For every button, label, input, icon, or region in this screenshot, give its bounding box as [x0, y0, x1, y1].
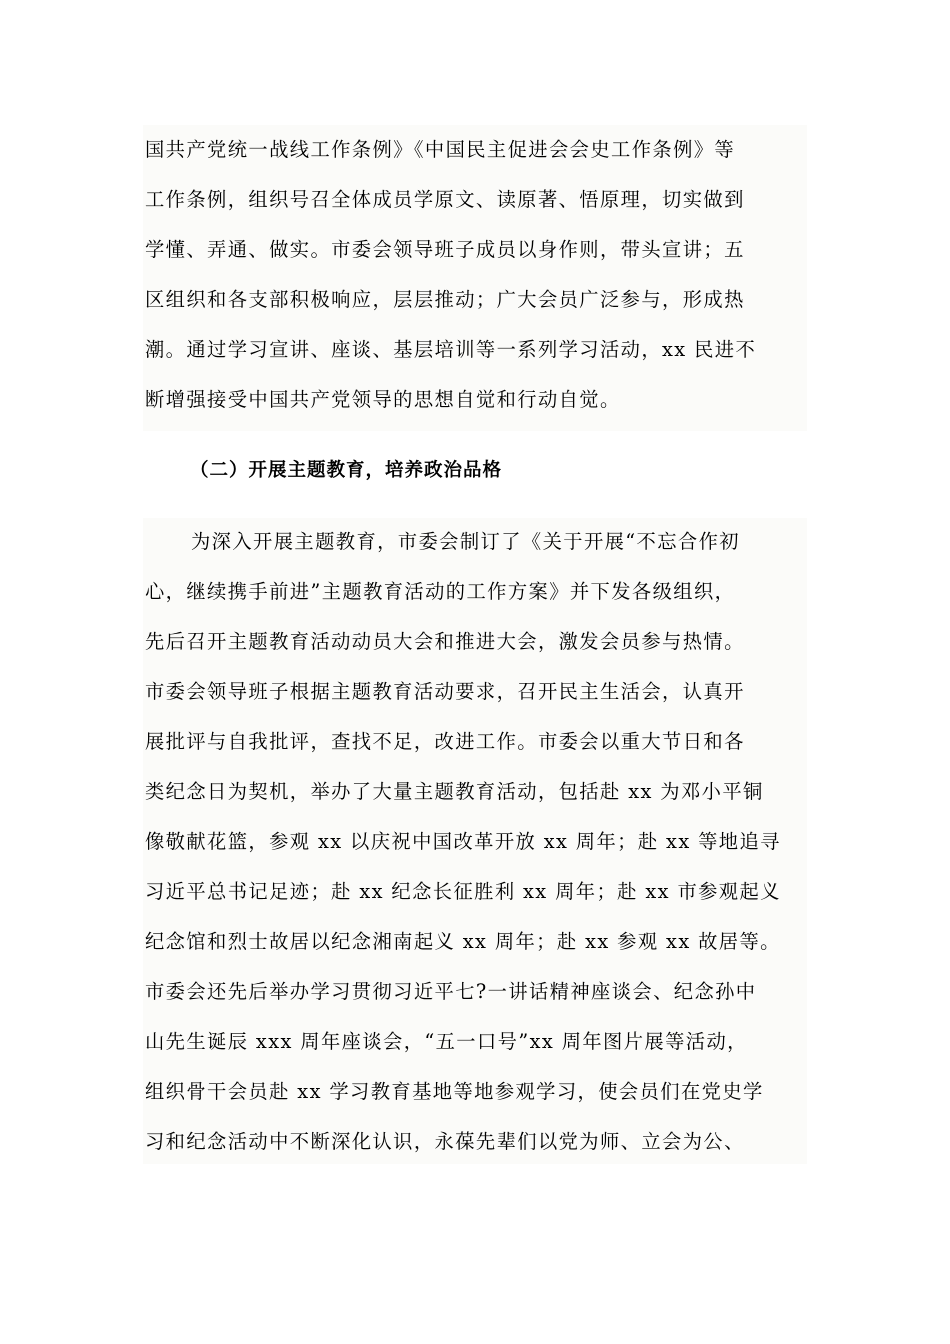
- text-line: 潮。通过学习宣讲、座谈、基层培训等一系列学习活动，xx 民进不: [145, 338, 757, 361]
- text-line: 习和纪念活动中不断深化认识，永葆先辈们以党为师、立会为公、: [145, 1130, 745, 1153]
- text-line: 学懂、弄通、做实。市委会领导班子成员以身作则，带头宣讲；五: [145, 238, 745, 261]
- text-line: 习近平总书记足迹；赴 xx 纪念长征胜利 xx 周年；赴 xx 市参观起义: [145, 880, 781, 903]
- paragraph-1: [143, 125, 807, 431]
- text-line: 先后召开主题教育活动动员大会和推进大会，激发会员参与热情。: [145, 630, 745, 653]
- text-line: 纪念馆和烈士故居以纪念湘南起义 xx 周年；赴 xx 参观 xx 故居等。: [145, 930, 781, 953]
- text-line: 工作条例，组织号召全体成员学原文、读原著、悟原理，切实做到: [145, 188, 745, 211]
- paragraph-2: [143, 518, 807, 1164]
- text-line: 市委会还先后举办学习贯彻习近平七?一讲话精神座谈会、纪念孙中: [145, 980, 757, 1003]
- text-line: 国共产党统一战线工作条例》《中国民主促进会会史工作条例》等: [145, 138, 736, 161]
- text-line: 类纪念日为契机，举办了大量主题教育活动，包括赴 xx 为邓小平铜: [145, 780, 764, 803]
- text-line: 断增强接受中国共产党领导的思想自觉和行动自觉。: [145, 388, 621, 411]
- text-line: 区组织和各支部积极响应，层层推动；广大会员广泛参与，形成热: [145, 288, 745, 311]
- text-line: 组织骨干会员赴 xx 学习教育基地等地参观学习，使会员们在党史学: [145, 1080, 764, 1103]
- text-line: 为深入开展主题教育，市委会制订了《关于开展“不忘合作初: [191, 530, 740, 553]
- section-heading: （二）开展主题教育，培养政治品格: [190, 460, 503, 481]
- text-line: 市委会领导班子根据主题教育活动要求，召开民主生活会，认真开: [145, 680, 745, 703]
- text-line: 山先生诞辰 xxx 周年座谈会，“五一口号”xx 周年图片展等活动，: [145, 1030, 748, 1053]
- text-line: 展批评与自我批评，查找不足，改进工作。市委会以重大节日和各: [145, 730, 745, 753]
- text-line: 心，继续携手前进”主题教育活动的工作方案》并下发各级组织，: [145, 580, 736, 603]
- text-line: 像敬献花篮，参观 xx 以庆祝中国改革开放 xx 周年；赴 xx 等地追寻: [145, 830, 781, 853]
